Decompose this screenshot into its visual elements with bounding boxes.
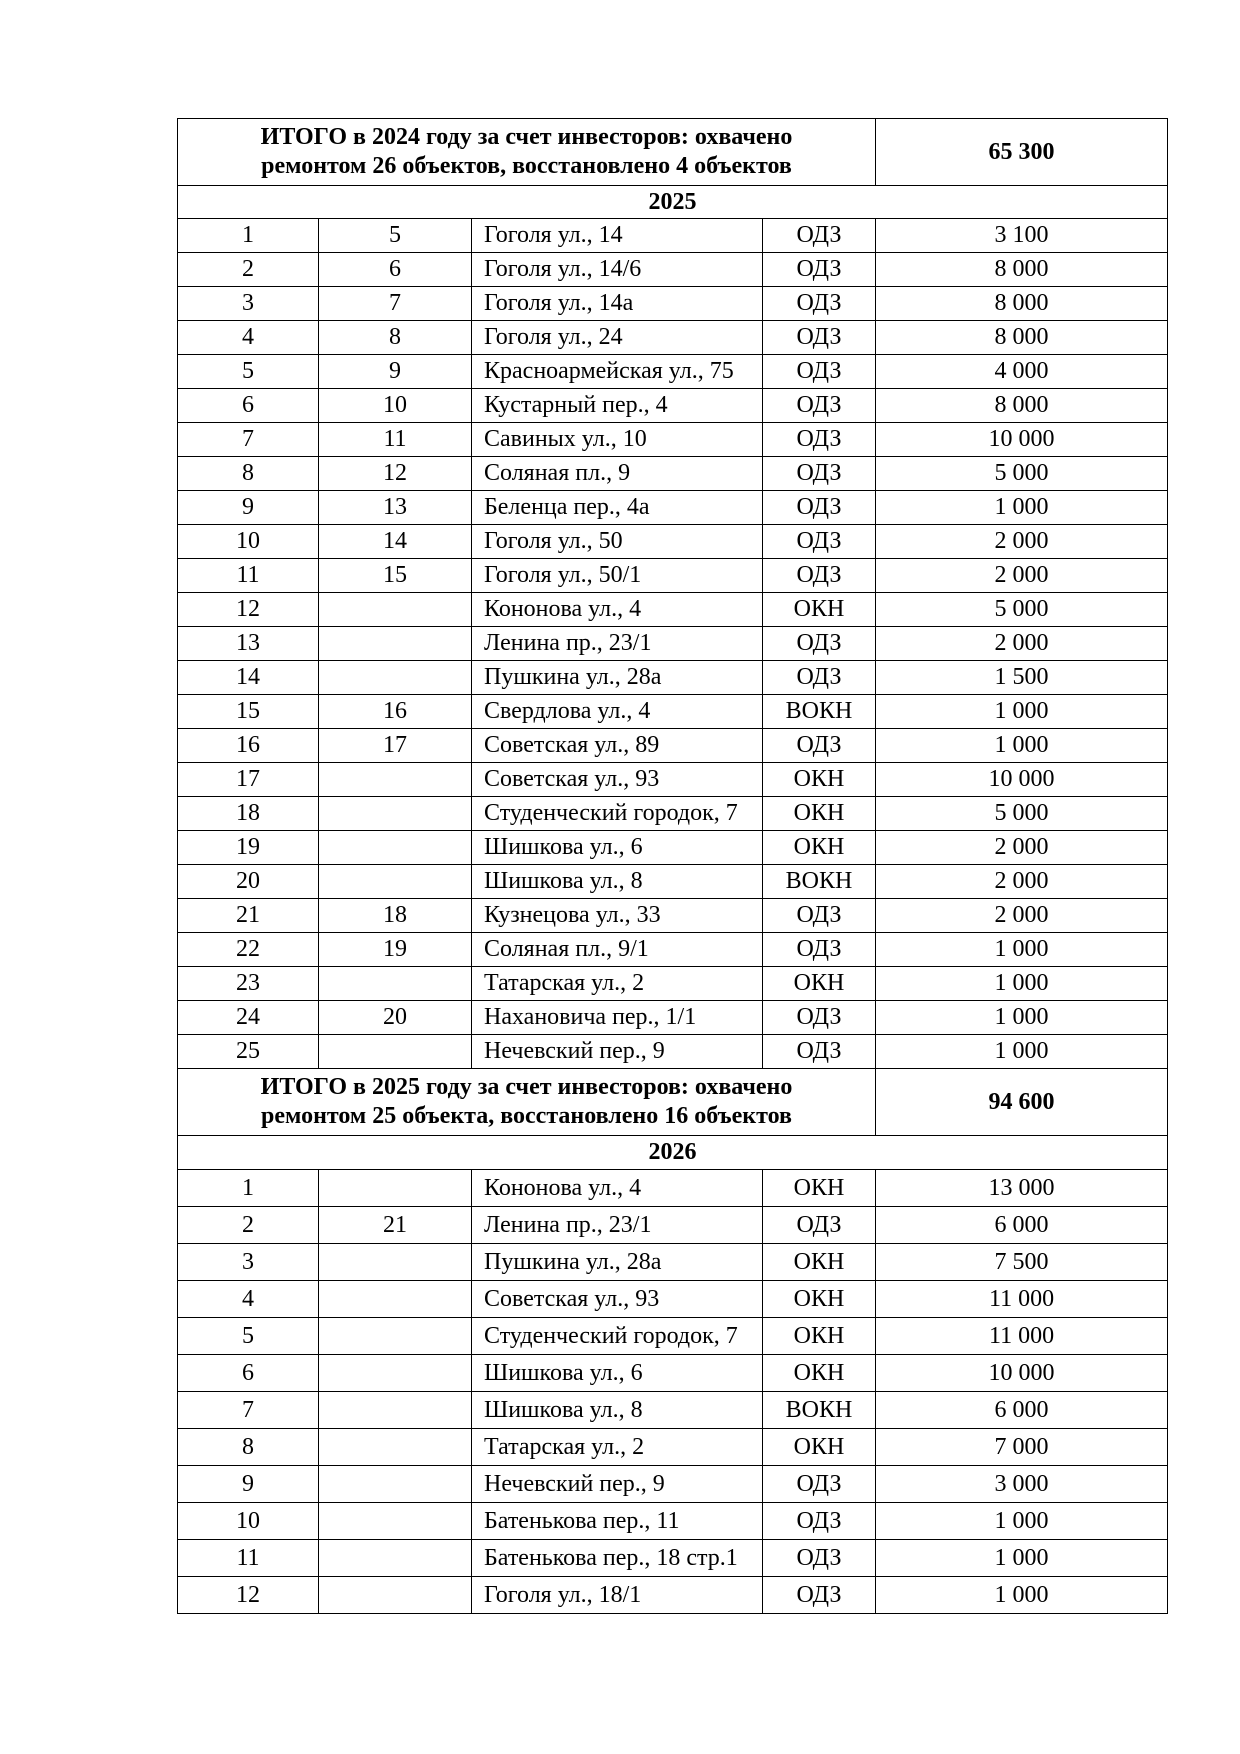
amount: 2 000 [876,627,1168,661]
object-type: ОДЗ [763,661,876,695]
row-number: 20 [178,865,319,899]
year-header-2026 [178,1136,1168,1170]
table-row [178,287,1168,321]
row-number: 12 [178,1577,319,1614]
amount: 1 000 [876,933,1168,967]
amount: 2 000 [876,525,1168,559]
address: Нахановича пер., 1/1 [472,1001,763,1035]
object-type: ОДЗ [763,1001,876,1035]
address: Студенческий городок, 7 [472,1318,763,1355]
object-number: 21 [319,1207,472,1244]
address: Советская ул., 89 [472,729,763,763]
object-type: ОДЗ [763,1207,876,1244]
object-type: ОДЗ [763,899,876,933]
table-row [178,559,1168,593]
amount: 8 000 [876,389,1168,423]
year-header-2025 [178,186,1168,219]
address: Ленина пр., 23/1 [472,627,763,661]
object-number [319,1429,472,1466]
object-type: ОДЗ [763,389,876,423]
row-number: 4 [178,321,319,355]
object-number [319,1503,472,1540]
table-row [178,593,1168,627]
object-number: 11 [319,423,472,457]
table-row [178,627,1168,661]
amount: 5 000 [876,797,1168,831]
table-row [178,1001,1168,1035]
object-type: ОДЗ [763,287,876,321]
amount: 5 000 [876,593,1168,627]
object-number: 16 [319,695,472,729]
amount: 11 000 [876,1318,1168,1355]
row-number: 23 [178,967,319,1001]
table-row [178,661,1168,695]
row-number: 3 [178,1244,319,1281]
year-2025-label: 2025 [178,186,1168,219]
row-number: 17 [178,763,319,797]
table-row [178,763,1168,797]
total-2024-value: 65 300 [876,119,1168,186]
address: Гоголя ул., 24 [472,321,763,355]
amount: 5 000 [876,457,1168,491]
amount: 11 000 [876,1281,1168,1318]
object-number: 18 [319,899,472,933]
object-type: ВОКН [763,865,876,899]
object-type: ОКН [763,593,876,627]
amount: 6 000 [876,1207,1168,1244]
row-number: 19 [178,831,319,865]
object-number: 13 [319,491,472,525]
address: Батенькова пер., 11 [472,1503,763,1540]
address: Савиных ул., 10 [472,423,763,457]
address: Кузнецова ул., 33 [472,899,763,933]
object-number: 20 [319,1001,472,1035]
object-type: ОДЗ [763,729,876,763]
address: Шишкова ул., 8 [472,865,763,899]
table-row [178,219,1168,253]
object-type: ОДЗ [763,219,876,253]
table-row [178,1244,1168,1281]
table-row [178,1170,1168,1207]
amount: 2 000 [876,899,1168,933]
object-number [319,1318,472,1355]
total-row-2025 [178,1069,1168,1136]
row-number: 14 [178,661,319,695]
row-number: 3 [178,287,319,321]
table-row [178,729,1168,763]
address: Гоголя ул., 14а [472,287,763,321]
amount: 3 000 [876,1466,1168,1503]
row-number: 9 [178,491,319,525]
amount: 1 000 [876,1577,1168,1614]
address: Шишкова ул., 8 [472,1392,763,1429]
table-row [178,1503,1168,1540]
address: Нечевский пер., 9 [472,1035,763,1069]
amount: 10 000 [876,423,1168,457]
object-number: 15 [319,559,472,593]
amount: 1 000 [876,1035,1168,1069]
object-type: ОДЗ [763,627,876,661]
object-number [319,661,472,695]
row-number: 2 [178,1207,319,1244]
object-number [319,865,472,899]
amount: 3 100 [876,219,1168,253]
row-number: 8 [178,1429,319,1466]
table-row [178,831,1168,865]
address: Татарская ул., 2 [472,967,763,1001]
object-number [319,1170,472,1207]
table-row [178,967,1168,1001]
amount: 1 500 [876,661,1168,695]
object-type: ВОКН [763,695,876,729]
object-type: ОДЗ [763,491,876,525]
table-row [178,1207,1168,1244]
object-number [319,831,472,865]
amount: 10 000 [876,1355,1168,1392]
row-number: 7 [178,1392,319,1429]
row-number: 4 [178,1281,319,1318]
object-type: ОКН [763,1281,876,1318]
object-type: ОКН [763,1318,876,1355]
address: Советская ул., 93 [472,1281,763,1318]
table-row [178,1577,1168,1614]
address: Гоголя ул., 14 [472,219,763,253]
table-row [178,389,1168,423]
row-number: 22 [178,933,319,967]
total-2025-text: ИТОГО в 2025 году за счет инвесторов: охвачено ремонтом 25 объекта, восстановлено 16 объектов [178,1069,876,1136]
table-row [178,695,1168,729]
object-number: 14 [319,525,472,559]
address: Нечевский пер., 9 [472,1466,763,1503]
investment-table [177,118,1168,1614]
table-row [178,1281,1168,1318]
object-type: ОДЗ [763,1540,876,1577]
object-type: ОКН [763,763,876,797]
table-row [178,491,1168,525]
object-number [319,1281,472,1318]
object-type: ОДЗ [763,253,876,287]
row-number: 1 [178,219,319,253]
amount: 4 000 [876,355,1168,389]
row-number: 5 [178,355,319,389]
object-number: 9 [319,355,472,389]
object-type: ОДЗ [763,423,876,457]
address: Татарская ул., 2 [472,1429,763,1466]
amount: 1 000 [876,491,1168,525]
table-row [178,1035,1168,1069]
row-number: 13 [178,627,319,661]
address: Шишкова ул., 6 [472,1355,763,1392]
table-row [178,525,1168,559]
amount: 7 000 [876,1429,1168,1466]
amount: 1 000 [876,967,1168,1001]
table-row [178,1429,1168,1466]
address: Пушкина ул., 28а [472,661,763,695]
address: Соляная пл., 9/1 [472,933,763,967]
address: Соляная пл., 9 [472,457,763,491]
address: Гоголя ул., 14/6 [472,253,763,287]
object-type: ВОКН [763,1392,876,1429]
table-row [178,1466,1168,1503]
amount: 2 000 [876,831,1168,865]
amount: 10 000 [876,763,1168,797]
object-number [319,1577,472,1614]
row-number: 10 [178,525,319,559]
table-row [178,933,1168,967]
table-row [178,321,1168,355]
total-2025-value: 94 600 [876,1069,1168,1136]
object-number [319,1244,472,1281]
address: Гоголя ул., 50/1 [472,559,763,593]
object-number [319,1540,472,1577]
table-row [178,899,1168,933]
address: Кононова ул., 4 [472,593,763,627]
object-type: ОДЗ [763,525,876,559]
row-number: 8 [178,457,319,491]
object-number: 7 [319,287,472,321]
object-type: ОДЗ [763,1577,876,1614]
address: Батенькова пер., 18 стр.1 [472,1540,763,1577]
amount: 7 500 [876,1244,1168,1281]
object-type: ОДЗ [763,321,876,355]
object-number: 12 [319,457,472,491]
row-number: 9 [178,1466,319,1503]
object-number: 8 [319,321,472,355]
object-type: ОДЗ [763,1466,876,1503]
object-type: ОКН [763,1429,876,1466]
row-number: 24 [178,1001,319,1035]
row-number: 25 [178,1035,319,1069]
object-number [319,1035,472,1069]
row-number: 7 [178,423,319,457]
object-number: 10 [319,389,472,423]
object-type: ОДЗ [763,1503,876,1540]
amount: 6 000 [876,1392,1168,1429]
object-type: ОКН [763,967,876,1001]
amount: 8 000 [876,253,1168,287]
object-type: ОКН [763,1170,876,1207]
object-type: ОДЗ [763,355,876,389]
object-number [319,627,472,661]
row-number: 2 [178,253,319,287]
table-row [178,797,1168,831]
object-number: 5 [319,219,472,253]
address: Свердлова ул., 4 [472,695,763,729]
object-type: ОКН [763,1355,876,1392]
total-2024-text: ИТОГО в 2024 году за счет инвесторов: охвачено ремонтом 26 объектов, восстановлено 4 объектов [178,119,876,186]
row-number: 6 [178,389,319,423]
object-number [319,1392,472,1429]
row-number: 11 [178,559,319,593]
object-type: ОКН [763,1244,876,1281]
row-number: 10 [178,1503,319,1540]
table-row [178,1392,1168,1429]
table-row [178,1540,1168,1577]
object-type: ОКН [763,831,876,865]
object-type: ОДЗ [763,933,876,967]
table-row [178,1355,1168,1392]
address: Пушкина ул., 28а [472,1244,763,1281]
table-row [178,355,1168,389]
object-type: ОКН [763,797,876,831]
address: Кустарный пер., 4 [472,389,763,423]
table-row [178,457,1168,491]
amount: 8 000 [876,321,1168,355]
table-row [178,423,1168,457]
address: Шишкова ул., 6 [472,831,763,865]
row-number: 11 [178,1540,319,1577]
address: Красноармейская ул., 75 [472,355,763,389]
address: Ленина пр., 23/1 [472,1207,763,1244]
row-number: 12 [178,593,319,627]
table-body [178,119,1168,1614]
row-number: 16 [178,729,319,763]
row-number: 15 [178,695,319,729]
object-number: 6 [319,253,472,287]
object-type: ОДЗ [763,1035,876,1069]
address: Гоголя ул., 18/1 [472,1577,763,1614]
address: Беленца пер., 4а [472,491,763,525]
object-type: ОДЗ [763,559,876,593]
total-row-2024 [178,119,1168,186]
row-number: 1 [178,1170,319,1207]
object-number [319,1466,472,1503]
amount: 13 000 [876,1170,1168,1207]
amount: 1 000 [876,1503,1168,1540]
address: Студенческий городок, 7 [472,797,763,831]
year-2026-label: 2026 [178,1136,1168,1170]
address: Гоголя ул., 50 [472,525,763,559]
object-number [319,593,472,627]
object-number [319,763,472,797]
amount: 8 000 [876,287,1168,321]
row-number: 18 [178,797,319,831]
object-type: ОДЗ [763,457,876,491]
row-number: 6 [178,1355,319,1392]
address: Советская ул., 93 [472,763,763,797]
object-number [319,967,472,1001]
address: Кононова ул., 4 [472,1170,763,1207]
amount: 1 000 [876,695,1168,729]
amount: 2 000 [876,559,1168,593]
object-number [319,797,472,831]
amount: 2 000 [876,865,1168,899]
object-number: 17 [319,729,472,763]
object-number [319,1355,472,1392]
amount: 1 000 [876,1001,1168,1035]
table-row [178,253,1168,287]
table-row [178,1318,1168,1355]
table-row [178,865,1168,899]
object-number: 19 [319,933,472,967]
row-number: 21 [178,899,319,933]
amount: 1 000 [876,1540,1168,1577]
row-number: 5 [178,1318,319,1355]
amount: 1 000 [876,729,1168,763]
